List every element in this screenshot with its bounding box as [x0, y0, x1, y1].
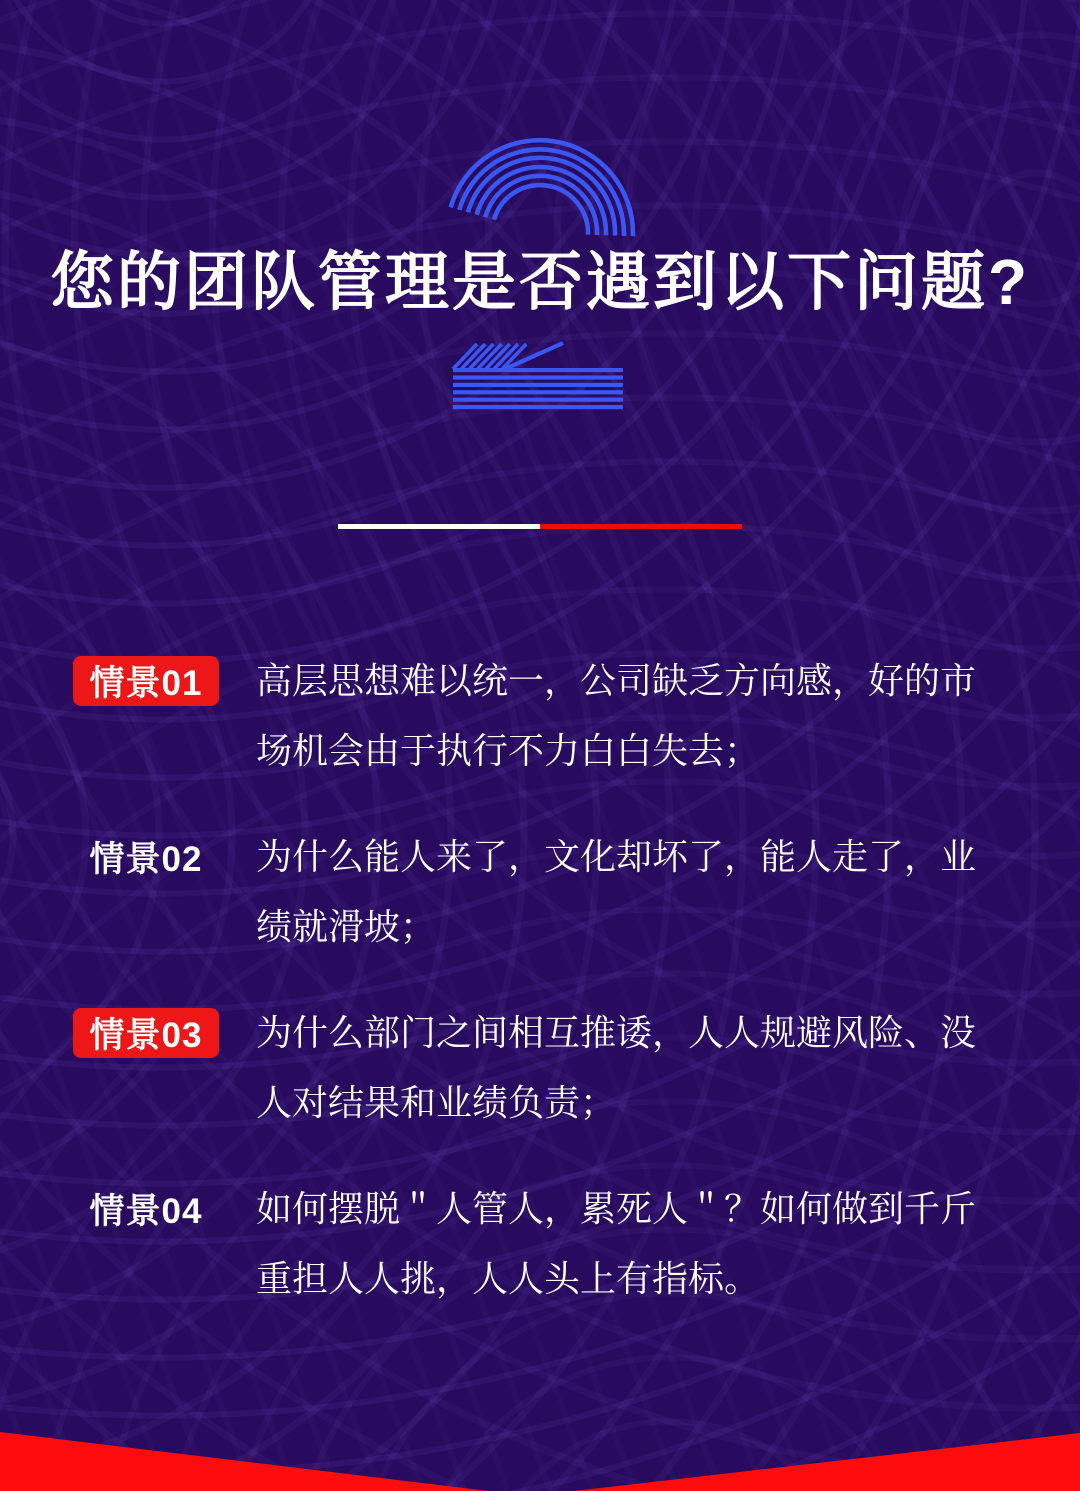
scenario-item-04	[73, 1174, 1023, 1314]
scenario-text-04: 如何摆脱＂人管人，累死人＂？如何做到千斤重担人人挑，人人头上有指标。	[256, 1188, 977, 1299]
divider-white-segment	[338, 524, 540, 529]
divider	[338, 524, 742, 529]
footer-ribbon	[0, 1429, 1080, 1491]
scenario-text-01: 高层思想难以统一，公司缺乏方向感，好的市场机会由于执行不力白白失去；	[256, 660, 977, 771]
scenario-badge-02: 情景02	[89, 840, 203, 879]
scenario-badge-01: 情景01	[73, 656, 219, 706]
divider-red-segment	[540, 524, 742, 529]
scenario-item-01	[73, 646, 1023, 786]
scenario-list	[73, 646, 1023, 1350]
page-title: 您的团队管理是否遇到以下问题?	[49, 246, 1031, 318]
scenario-badge-04: 情景04	[89, 1192, 203, 1231]
scenario-item-02	[73, 822, 1023, 962]
scenario-badge-03: 情景03	[73, 1008, 219, 1058]
scenario-text-02: 为什么能人来了，文化却坏了，能人走了，业绩就滑坡；	[256, 836, 977, 947]
scenario-item-03	[73, 998, 1023, 1138]
scenario-text-03: 为什么部门之间相互推诿，人人规避风险、没人对结果和业绩负责；	[256, 1012, 977, 1123]
